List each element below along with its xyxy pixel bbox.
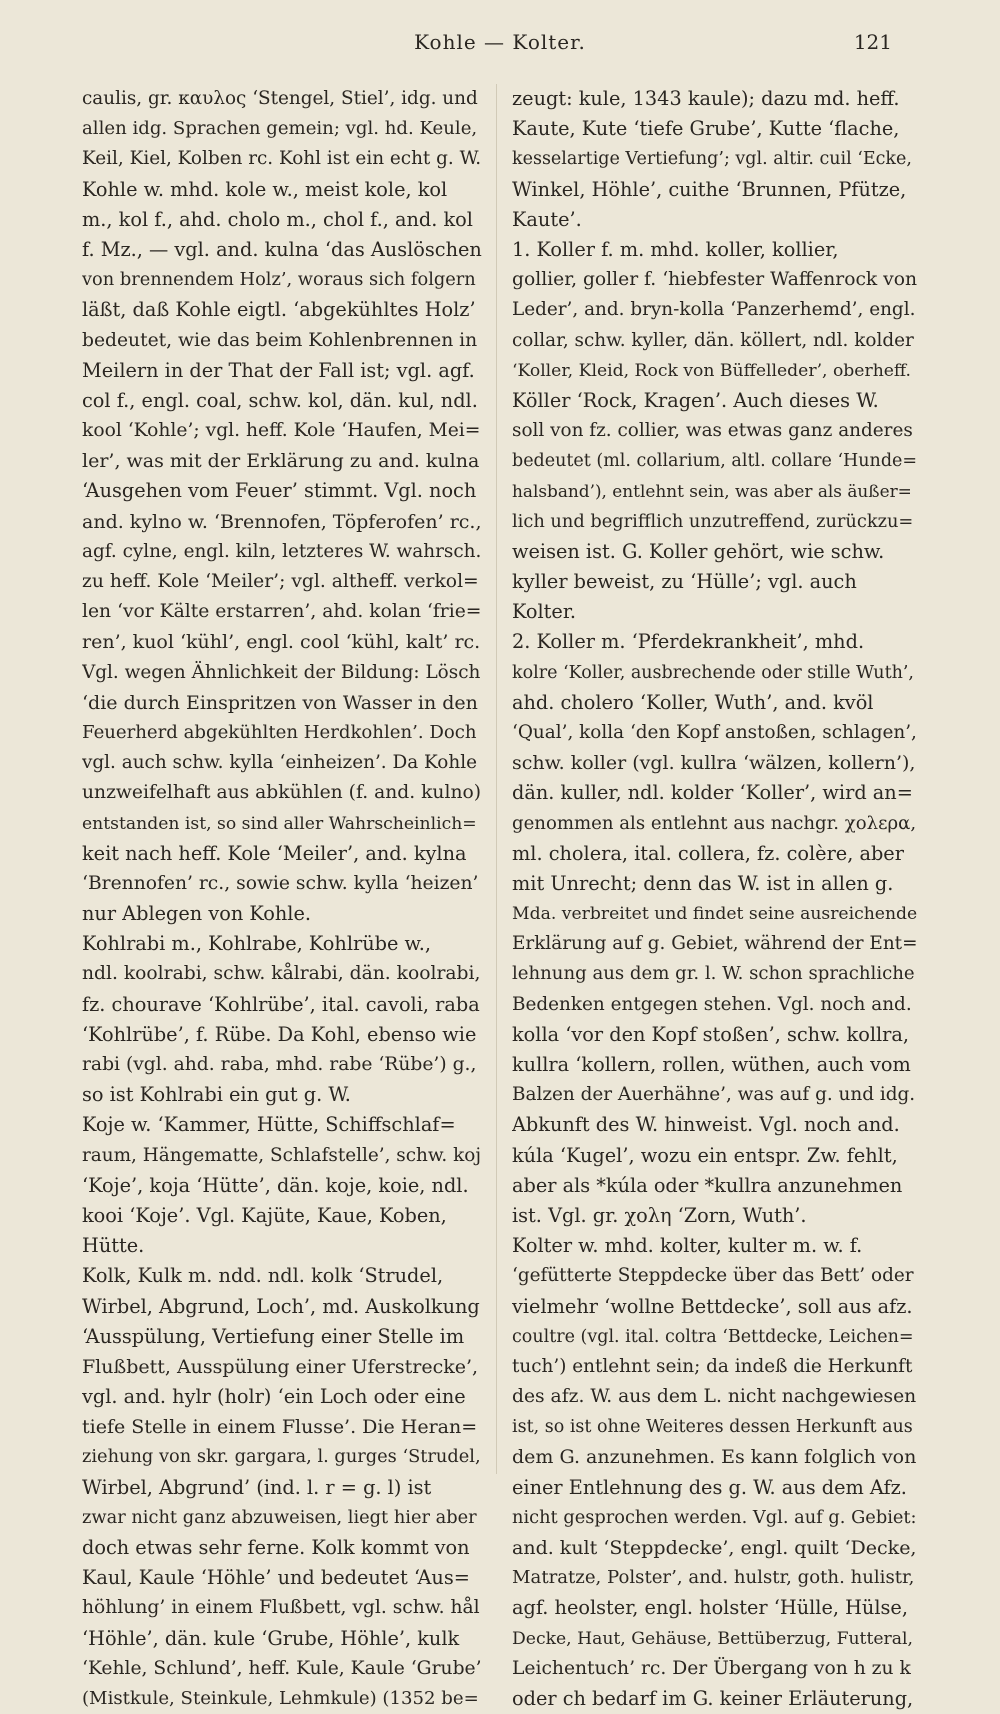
text-line: len ‘vor Kälte erstarren’, ahd. kolan ‘frie=	[82, 601, 482, 623]
text-line: Abkunft des W. hinweist. Vgl. noch and.	[512, 1113, 900, 1137]
text-line: zu heff. Kole ‘Meiler’; vgl. altheff. verkol=	[82, 571, 479, 592]
text-line: Erklärung auf g. Gebiet, während der Ent=	[512, 933, 917, 955]
text-line: des afz. W. aus dem L. nicht nachgewiesen	[512, 1386, 917, 1408]
text-line: Mda. verbreitet und findet seine ausreichende	[512, 904, 917, 925]
text-line: kool ‘Kohle’; vgl. heff. Kole ‘Haufen, Mei=	[82, 420, 481, 442]
left-column	[82, 84, 482, 1714]
text-line: kooi ‘Koje’. Vgl. Kajüte, Kaue, Koben,	[82, 1203, 447, 1227]
text-line: nicht gesprochen werden. Vgl. auf g. Gebiet:	[512, 1506, 917, 1528]
text-line: Balzen der Auerhähne’, was auf g. und idg.	[512, 1084, 916, 1106]
entry-headword-line: Kolter w. mhd. kolter, kulter m. w. f.	[512, 1234, 863, 1258]
text-line: gollier, goller f. ‘hiebfester Waffenrock von	[512, 269, 917, 291]
text-line: Wirbel, Abgrund’ (ind. l. r = g. l) ist	[82, 1475, 432, 1499]
right-column	[512, 84, 917, 1714]
text-line: Winkel, Höhle’, cuithe ‘Brunnen, Pfütze,	[512, 177, 907, 201]
text-line: läßt, daß Kohle eigtl. ‘abgekühltes Holz’	[82, 298, 476, 322]
text-line: col f., engl. coal, schw. kol, dän. kul, ndl.	[82, 388, 478, 412]
text-line: Kaul, Kaule ‘Höhle’ und bedeutet ‘Aus=	[82, 1566, 470, 1590]
text-line: Leichentuch’ rc. Der Übergang von h zu k	[512, 1657, 911, 1679]
text-line: (Mistkule, Steinkule, Lehmkule) (1352 be=	[82, 1687, 479, 1709]
text-line: agf. heolster, engl. holster ‘Hülle, Hülse,	[512, 1596, 908, 1620]
text-line: ist, so ist ohne Weiteres dessen Herkunft aus	[512, 1417, 913, 1438]
text-line: kyller beweist, zu ‘Hülle’; vgl. auch	[512, 570, 857, 593]
text-line: tiefe Stelle in einem Flusse’. Die Heran=	[82, 1416, 478, 1439]
entry-headword-line: Kohlrabi m., Kohlrabe, Kohlrübe w.,	[82, 932, 431, 956]
text-line: agf. cylne, engl. kiln, letzteres W. wahrsch.	[82, 540, 482, 562]
text-line: soll von fz. collier, was etwas ganz anderes	[512, 420, 913, 442]
text-line: Hütte.	[82, 1234, 145, 1258]
entry-headword-line: 2. Koller m. ‘Pferdekrankheit’, mhd.	[512, 630, 865, 654]
text-line: ‘Höhle’, dän. kule ‘Grube, Höhle’, kulk	[82, 1626, 460, 1650]
text-line: ziehung von skr. gargara, l. gurges ‘Strudel,	[82, 1446, 481, 1468]
text-line: kolre ‘Koller, ausbrechende oder stille Wuth’,	[512, 662, 914, 683]
text-line: entstanden ist, so sind aller Wahrscheinlich=	[82, 813, 477, 834]
text-line: vielmehr ‘wollne Bettdecke’, soll aus afz.	[512, 1294, 913, 1318]
text-line: vgl. and. hylr (holr) ‘ein Loch oder eine	[82, 1385, 466, 1409]
text-line: ‘Brennofen’ rc., sowie schw. kylla ‘heizen’	[82, 872, 479, 894]
text-line: Flußbett, Ausspülung einer Uferstrecke’,	[82, 1355, 479, 1378]
text-line: ‘Qual’, kolla ‘den Kopf anstoßen, schlagen’,	[512, 721, 917, 743]
text-line: ndl. koolrabi, schw. kålrabi, dän. koolrabi,	[82, 963, 481, 985]
text-line: fz. chourave ‘Kohlrübe’, ital. cavoli, raba	[82, 992, 480, 1016]
text-line: lehnung aus dem gr. l. W. schon sprachliche	[512, 963, 915, 985]
text-line: bedeutet (ml. collarium, altl. collare ‘Hunde=	[512, 451, 917, 472]
text-line: ler’, was mit der Erklärung zu and. kulna	[82, 450, 480, 473]
entry-headword-line: Kohle w. mhd. kole w., meist kole, kol	[82, 177, 448, 201]
text-line: ist. Vgl. gr. χολη ‘Zorn, Wuth’.	[512, 1203, 807, 1227]
text-line: aber als *kúla oder *kullra anzunehmen	[512, 1173, 903, 1197]
text-line: ‘gefütterte Steppdecke über das Bett’ oder	[512, 1265, 914, 1287]
text-line: and. kult ‘Steppdecke’, engl. quilt ‘Decke,	[512, 1537, 917, 1559]
text-line: kolla ‘vor den Kopf stoßen’, schw. kollra,	[512, 1022, 910, 1046]
text-line: dem G. anzunehmen. Es kann folglich von	[512, 1446, 917, 1469]
text-line: unzweifelhaft aus abkühlen (f. and. kulno)	[82, 782, 482, 804]
text-line: Matratze, Polster’, and. hulstr, goth. hulistr,	[512, 1567, 915, 1589]
text-line: ‘Koje’, koja ‘Hütte’, dän. koje, koie, ndl.	[82, 1173, 469, 1197]
text-line: schw. koller (vgl. kullra ‘wälzen, kollern’),	[512, 752, 916, 775]
text-line: halsband’), entlehnt sein, was aber als äußer=	[512, 481, 912, 502]
text-line: lich und begrifflich unzutreffend, zurückzu=	[512, 510, 914, 532]
text-line: ‘Ausspülung, Vertiefung einer Stelle im	[82, 1324, 465, 1348]
text-line: raum, Hängematte, Schlafstelle’, schw. koj	[82, 1144, 482, 1166]
text-line: Meilern in der That der Fall ist; vgl. agf.	[82, 358, 475, 382]
text-line: von brennendem Holz’, woraus sich folgern	[82, 269, 476, 291]
text-line: f. Mz., — vgl. and. kulna ‘das Auslöschen	[82, 237, 482, 261]
text-line: allen idg. Sprachen gemein; vgl. hd. Keule,	[82, 118, 478, 140]
text-line: ml. cholera, ital. collera, fz. colère, aber	[512, 841, 904, 865]
text-line: ‘Ausgehen vom Feuer’ stimmt. Vgl. noch	[82, 479, 477, 503]
text-line: Kaute, Kute ‘tiefe Grube’, Kutte ‘flache,	[512, 117, 900, 141]
text-line: Wirbel, Abgrund, Loch’, md. Auskolkung	[82, 1294, 480, 1318]
entry-headword-line: Kolk, Kulk m. ndd. ndl. kolk ‘Strudel,	[82, 1264, 444, 1288]
text-line: ‘Kohlrübe’, f. Rübe. Da Kohl, ebenso wie	[82, 1022, 477, 1046]
text-line: collar, schw. kyller, dän. köllert, ndl. kolder	[512, 329, 914, 351]
text-line: ren’, kuol ‘kühl’, engl. cool ‘kühl, kalt’ rc.	[82, 631, 481, 654]
text-line: Bedenken entgegen stehen. Vgl. noch and.	[512, 993, 912, 1015]
text-line: ‘Koller, Kleid, Rock von Büffelleder’, oberheff.	[512, 360, 911, 381]
text-line: genommen als entlehnt aus nachgr. χολερα,	[512, 812, 917, 834]
text-line: mit Unrecht; denn das W. ist in allen g.	[512, 871, 894, 895]
text-line: zeugt: kule, 1343 kaule); dazu md. heff.	[512, 87, 900, 110]
text-line: keit nach heff. Kole ‘Meiler’, and. kylna	[82, 841, 467, 865]
text-line: doch etwas sehr ferne. Kolk kommt von	[82, 1536, 470, 1559]
entry-headword-line: Koje w. ‘Kammer, Hütte, Schiffschlaf=	[82, 1113, 456, 1137]
text-line: ‘die durch Einspritzen von Wasser in den	[82, 691, 478, 714]
text-line: m., kol f., ahd. cholo m., chol f., and. kol	[82, 207, 473, 231]
text-line: rabi (vgl. ahd. raba, mhd. rabe ‘Rübe’) g.,	[82, 1054, 477, 1075]
text-line: caulis, gr. καυλος ‘Stengel, Stiel’, idg. und	[82, 88, 478, 109]
text-line: Keil, Kiel, Kolben rc. Kohl ist ein echt g. W.	[82, 148, 482, 170]
text-line: Kaute’.	[512, 207, 582, 231]
text-line: oder ch bedarf im G. keiner Erläuterung,	[512, 1686, 914, 1710]
column-divider	[496, 84, 497, 1474]
text-line: weisen ist. G. Koller gehört, wie schw.	[512, 539, 885, 563]
text-line: Leder’, and. bryn-kolla ‘Panzerhemd’, engl.	[512, 299, 916, 321]
text-line: Köller ‘Rock, Kragen’. Auch dieses W.	[512, 388, 879, 412]
running-head	[0, 30, 1000, 60]
text-line: Vgl. wegen Ähnlichkeit der Bildung: Lösch	[82, 661, 481, 683]
text-line: kúla ‘Kugel’, wozu ein entspr. Zw. fehlt,	[512, 1143, 898, 1167]
entry-headword-line: 1. Koller f. m. mhd. koller, kollier,	[512, 237, 839, 261]
text-line: nur Ablegen von Kohle.	[82, 902, 311, 926]
text-line: Decke, Haut, Gehäuse, Bettüberzug, Futteral,	[512, 1628, 913, 1649]
text-line: kesselartige Vertiefung’; vgl. altir. cuil ‘Ecke,	[512, 149, 912, 170]
text-line: Feuerherd abgekühlten Herdkohlen’. Doch	[82, 721, 477, 743]
page-number: 121	[853, 30, 892, 54]
text-line: vgl. auch schw. kylla ‘einheizen’. Da Kohle	[82, 752, 477, 774]
text-line: Kolter.	[512, 600, 577, 624]
text-line: and. kylno w. ‘Brennofen, Töpferofen’ rc.,	[82, 510, 482, 533]
text-line: ‘Kehle, Schlund’, heff. Kule, Kaule ‘Grube’	[82, 1657, 482, 1679]
text-line: coultre (vgl. ital. coltra ‘Bettdecke, Leichen=	[512, 1326, 914, 1347]
text-line: bedeutet, wie das beim Kohlenbrennen in	[82, 329, 478, 351]
running-title: Kohle — Kolter.	[414, 30, 586, 54]
text-line: ahd. cholero ‘Koller, Wuth’, and. kvöl	[512, 690, 874, 714]
text-line: höhlung’ in einem Flußbett, vgl. schw. hål	[82, 1597, 480, 1619]
text-line: zwar nicht ganz abzuweisen, liegt hier aber	[82, 1506, 477, 1528]
text-line: dän. kuller, ndl. kolder ‘Koller’, wird an=	[512, 781, 913, 805]
text-line: so ist Kohlrabi ein gut g. W.	[82, 1083, 351, 1107]
text-line: kullra ‘kollern, rollen, wüthen, auch vom	[512, 1053, 911, 1076]
text-line: einer Entlehnung des g. W. aus dem Afz.	[512, 1475, 907, 1499]
text-line: tuch’) entlehnt sein; da indeß die Herkunft	[512, 1355, 913, 1377]
